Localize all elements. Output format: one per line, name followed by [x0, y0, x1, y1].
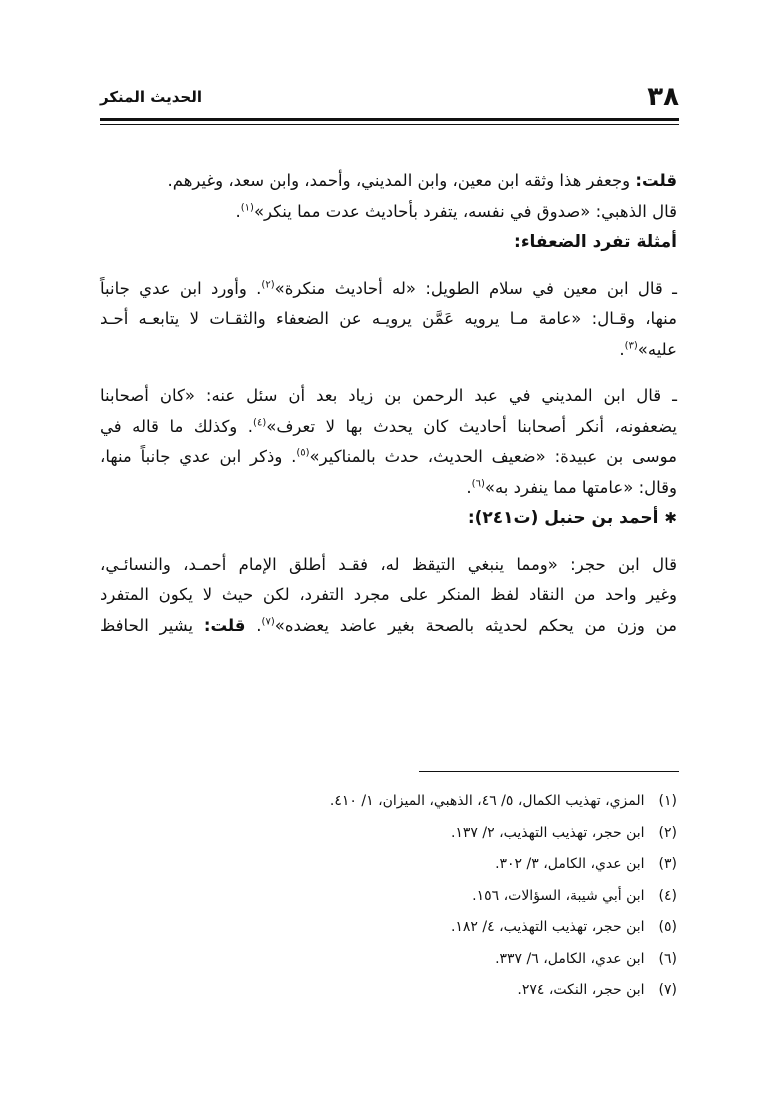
line-text: موسى بن عبيدة: «ضعيف الحديث، حدث بالمناكير» [309, 447, 677, 466]
footnote-item [100, 786, 677, 818]
footnote-item [100, 912, 677, 944]
footnote-number: (٧) [658, 982, 677, 998]
footnote-separator [419, 771, 679, 772]
footnote-text: ابن حجر، النكت، ٢٧٤. [517, 982, 645, 998]
line-text: منها، وقـال: «عامة مـا يرويه عَمَّن يرويـه عن الضعفاء والثقـات لا يتابعـه أحـد [100, 309, 677, 328]
footnote-ref: (٤) [253, 417, 267, 428]
footnote-item [100, 849, 677, 881]
footnote-ref: (٣) [624, 340, 638, 351]
paragraph-gap [100, 258, 677, 274]
text-line [100, 197, 677, 228]
line-text: قال ابن حجر: «ومما ينبغي التيقظ له، فقـد أطلق الإمام أحمـد، والنسائـي، [100, 554, 677, 574]
line-text: . [235, 201, 241, 221]
footnote-number: (١) [658, 793, 677, 809]
text-line [100, 227, 677, 258]
text-line [100, 412, 677, 443]
footnote-number: (٢) [658, 824, 677, 841]
footnote-ref: (٧) [261, 616, 275, 627]
line-text: من وزن من يحكم لحديثه بالصحة بغير عاضد يعضده» [274, 615, 678, 635]
line-text: . [466, 477, 472, 497]
footnote-number: (٣) [658, 856, 677, 872]
footnote-item [100, 944, 677, 976]
text-line [100, 166, 677, 197]
text-line [100, 335, 677, 366]
page-number: ٣٨ [647, 82, 679, 112]
text-line [100, 550, 677, 581]
text-line [100, 580, 677, 611]
line-text: . وأورد ابن عدي جانباً [100, 278, 262, 298]
text-line [100, 473, 677, 504]
footnote-ref: (١) [240, 202, 254, 213]
section-heading-ahmad: أحمد بن حنبل (ت٢٤١): [467, 508, 659, 528]
line-text: يضعفونه، أنكر أصحابنا أحاديث كان يحدث بها لا تعرف» [266, 416, 677, 436]
text-line [100, 611, 677, 642]
footnote-ref: (٢) [261, 279, 275, 290]
text-line [100, 304, 677, 335]
header-rule-thin [100, 124, 679, 125]
running-title: الحديث المنكر [100, 88, 202, 106]
line-text: قال الذهبي: «صدوق في نفسه، يتفرد بأحاديث عدت مما ينكر» [253, 201, 677, 221]
footnote-item [100, 818, 677, 850]
footnote-number: (٥) [658, 919, 677, 935]
footnote-text: ابن عدي، الكامل، ٣/ ٣٠٢. [495, 856, 645, 872]
main-text [100, 166, 677, 641]
text-line [100, 442, 677, 473]
line-text: ـ قال ابن المديني في عبد الرحمن بن زياد بعد أن سئل عنه: «كان أصحابنا [100, 386, 677, 405]
footnote-item [100, 881, 677, 913]
text-line [100, 503, 677, 534]
star-icon: ✱ [664, 509, 677, 527]
line-text: عليه» [637, 339, 677, 359]
footnotes [100, 786, 677, 1007]
paragraph-gap [100, 534, 677, 550]
line-text: وجعفر هذا وثقه ابن معين، وابن المديني، وأحمد، وابن سعد، وغيرهم. [167, 171, 636, 190]
qultu-label: قلت: [203, 615, 246, 635]
footnote-text: ابن حجر، تهذيب التهذيب، ٤/ ١٨٢. [450, 919, 645, 935]
line-text: يشير الحافظ [100, 615, 204, 635]
footnote-text: المزي، تهذيب الكمال، ٥/ ٤٦، الذهبي، الميزان، ١/ ٤١٠. [329, 793, 645, 809]
footnote-text: ابن أبي شيبة، السؤالات، ١٥٦. [472, 887, 645, 904]
footnote-item [100, 975, 677, 1007]
line-text: ـ قال ابن معين في سلام الطويل: «له أحاديث منكرة» [274, 278, 677, 298]
footnote-number: (٦) [658, 950, 677, 967]
footnote-ref: (٥) [296, 447, 310, 459]
header-rule-thick [100, 118, 679, 121]
text-line [100, 274, 677, 305]
section-heading-weak-narrators: أمثلة تفرد الضعفاء: [514, 232, 677, 252]
footnote-text: ابن عدي، الكامل، ٦/ ٣٣٧. [495, 950, 645, 967]
line-text: وغير واحد من النقاد لفظ المنكر على مجرد التفرد، لكن حيث لا يكون المتفرد [100, 585, 677, 604]
line-text: . وكذلك ما قاله في [100, 416, 254, 436]
footnote-number: (٤) [658, 887, 677, 904]
line-text: . وذكر ابن عدي جانباً منها، [100, 447, 297, 466]
qultu-label: قلت: [635, 171, 677, 190]
page-header [100, 82, 679, 118]
footnote-ref: (٦) [471, 478, 485, 489]
line-text: . [619, 339, 625, 359]
line-text: . [245, 615, 262, 635]
paragraph-gap [100, 365, 677, 381]
footnote-text: ابن حجر، تهذيب التهذيب، ٢/ ١٣٧. [450, 824, 645, 841]
line-text: وقال: «عامتها مما ينفرد به» [484, 477, 677, 497]
text-line [100, 381, 677, 412]
